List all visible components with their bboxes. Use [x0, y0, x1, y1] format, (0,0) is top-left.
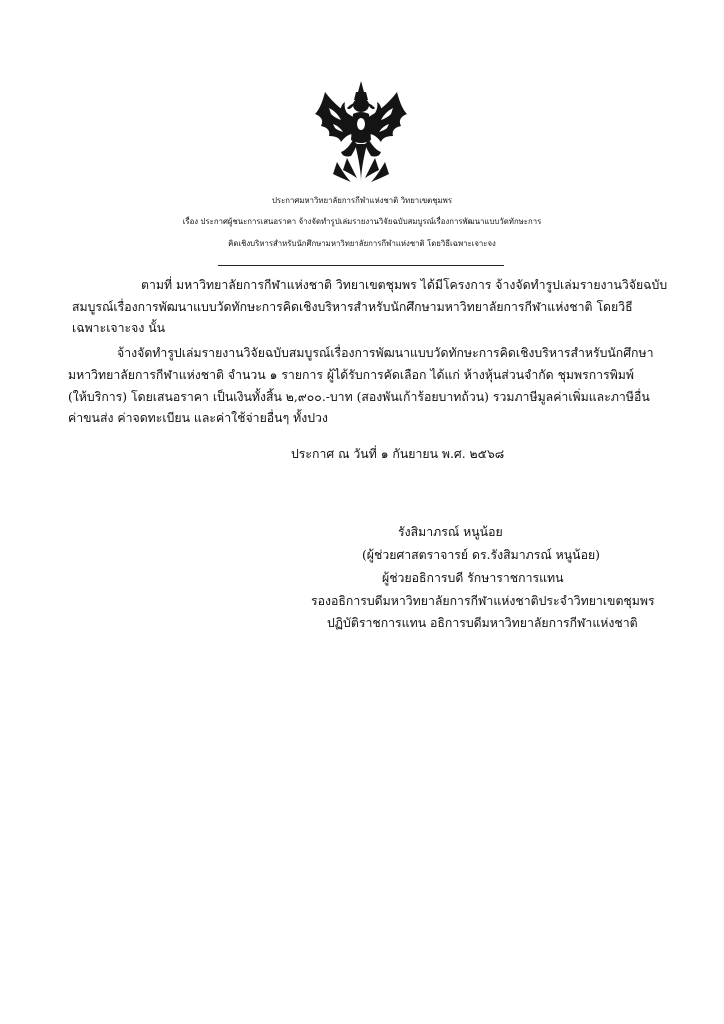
document-subject: เรื่อง ประกาศผู้ชนะการเสนอราคา จ้างจัดทำรูปเล่มรายงานวิจัยฉบับสมบูรณ์เรื่องการพัฒนาแบบวัดทักษะการ — [182, 217, 542, 226]
signatory-position-1: ผู้ช่วยอธิการบดี รักษาราชการแทน — [382, 571, 564, 585]
announcement-date: ประกาศ ณ วันที่ ๑ กันยายน พ.ศ. ๒๕๖๘ — [291, 447, 505, 461]
signatory-name: รังสิมาภรณ์ หนูน้อย — [398, 525, 503, 539]
paragraph-1-line-1: ตามที่ มหาวิทยาลัยการกีฬาแห่งชาติ วิทยาเขตชุมพร ได้มีโครงการ จ้างจัดทำรูปเล่มรายงานวิจัยฉบับ — [141, 278, 668, 292]
garuda-emblem-icon — [307, 78, 415, 186]
paragraph-2-line-4: ค่าขนส่ง ค่าจดทะเบียน และค่าใช้จ่ายอื่นๆ ทั้งปวง — [68, 411, 328, 425]
paragraph-2-line-2: มหาวิทยาลัยการกีฬาแห่งชาติ จำนวน ๑ รายการ ผู้ได้รับการคัดเลือก ได้แก่ ห้างหุ้นส่วนจำกัด ชุมพรการพิมพ์ — [68, 368, 635, 382]
paragraph-2-line-3: (ให้บริการ) โดยเสนอราคา เป็นเงินทั้งสิ้น ๒,๙๐๐.-บาท (สองพันเก้าร้อยบาทถ้วน) รวมภาษีมูลค่าเพิ่มและภาษีอื่น — [68, 390, 650, 404]
document-subject-continued: คิดเชิงบริหารสำหรับนักศึกษามหาวิทยาลัยการกีฬาแห่งชาติ โดยวิธีเฉพาะเจาะจง — [228, 239, 496, 248]
document-title: ประกาศมหาวิทยาลัยการกีฬาแห่งชาติ วิทยาเขตชุมพร — [271, 196, 453, 205]
signatory-full-name: (ผู้ช่วยศาสตราจารย์ ดร.รังสิมาภรณ์ หนูน้อย) — [362, 548, 600, 562]
signatory-position-2: รองอธิการบดีมหาวิทยาลัยการกีฬาแห่งชาติประจำวิทยาเขตชุมพร — [311, 594, 655, 608]
paragraph-1-line-2: สมบูรณ์เรื่องการพัฒนาแบบวัดทักษะการคิดเชิงบริหารสำหรับนักศึกษามหาวิทยาลัยการกีฬาแห่งชาติ โดยวิธี — [72, 300, 633, 314]
paragraph-2-line-1: จ้างจัดทำรูปเล่มรายงานวิจัยฉบับสมบูรณ์เรื่องการพัฒนาแบบวัดทักษะการคิดเชิงบริหารสำหรับนักศึกษา — [117, 346, 654, 360]
paragraph-1-line-3: เฉพาะเจาะจง นั้น — [72, 321, 166, 335]
signatory-position-3: ปฏิบัติราชการแทน อธิการบดีมหาวิทยาลัยการกีฬาแห่งชาติ — [327, 616, 638, 630]
heading-divider — [218, 265, 504, 266]
